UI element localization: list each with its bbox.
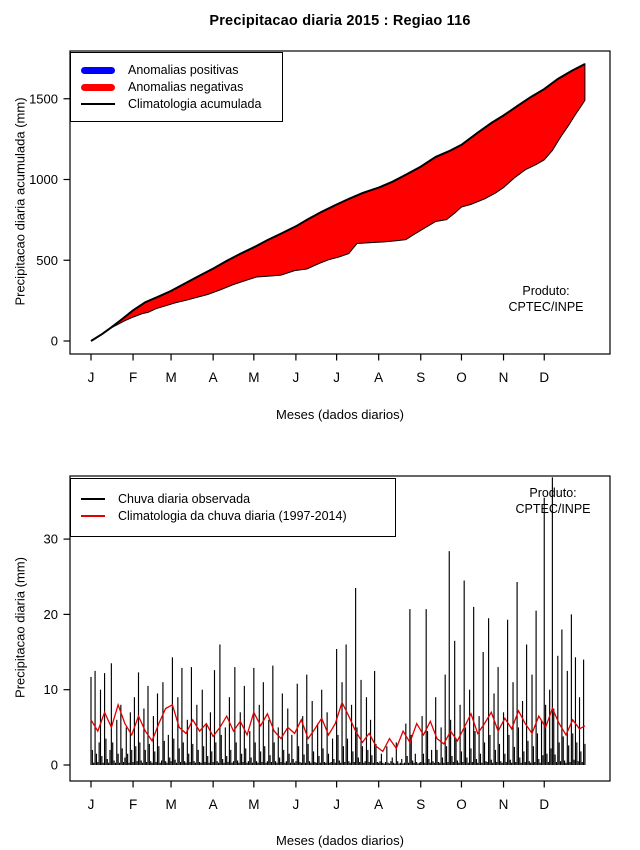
- product-note-line1: Produto:: [529, 486, 577, 500]
- legend-item-daily-climatology: [71, 508, 395, 525]
- y-tick-label: 30: [43, 531, 58, 547]
- y-axis-label-daily: Precipitacao diaria (mm): [12, 557, 28, 698]
- x-tick-label: O: [456, 370, 467, 385]
- x-tick-label: A: [208, 797, 218, 812]
- legend-item-negative-anomalies: [71, 79, 282, 96]
- product-note-bottom: [453, 485, 640, 517]
- legend-label: Climatologia acumulada: [128, 97, 262, 111]
- y-tick-label: 500: [36, 252, 58, 268]
- observed-rain-swatch-icon: [81, 498, 105, 500]
- product-note-top: [446, 283, 640, 315]
- x-tick-label: A: [374, 370, 384, 385]
- legend-item-positive-anomalies: [71, 62, 282, 79]
- x-tick-label: D: [539, 797, 550, 812]
- x-tick-label: J: [333, 797, 340, 812]
- x-tick-label: J: [87, 797, 95, 812]
- climatology-line-swatch-icon: [81, 103, 115, 105]
- product-note-line2: CPTEC/INPE: [508, 300, 584, 314]
- legend-accumulated-chart: [70, 52, 283, 122]
- negative-anomaly-swatch-icon: [81, 84, 115, 91]
- x-tick-label: J: [87, 370, 95, 385]
- x-tick-label: N: [498, 370, 509, 385]
- legend-label: Climatologia da chuva diaria (1997-2014): [118, 509, 347, 523]
- x-tick-label: S: [416, 797, 426, 812]
- y-tick-label: 1000: [29, 172, 58, 187]
- legend-label: Anomalias negativas: [128, 80, 244, 94]
- legend-item-observed-rain: [71, 491, 395, 508]
- x-axis-label-top: Meses (dados diarios): [276, 407, 404, 422]
- x-tick-label: F: [128, 370, 138, 385]
- y-tick-label: 10: [43, 682, 58, 698]
- y-tick-label: 0: [50, 757, 58, 773]
- page-title: Precipitacao diaria 2015 : Regiao 116: [209, 13, 471, 29]
- legend-label: Anomalias positivas: [128, 63, 239, 77]
- x-tick-label: S: [416, 370, 426, 385]
- positive-anomaly-swatch-icon: [81, 67, 115, 74]
- y-axis-label-accumulated: Precipitacao diaria acumulada (mm): [12, 97, 28, 306]
- legend-item-climatology: [71, 96, 282, 113]
- x-tick-label: O: [456, 797, 467, 812]
- y-tick-label: 0: [50, 333, 58, 349]
- x-tick-label: D: [539, 370, 550, 385]
- x-tick-label: M: [248, 370, 260, 385]
- x-tick-label: A: [374, 797, 384, 812]
- x-axis-label-bottom: Meses (dados diarios): [276, 833, 404, 848]
- daily-climatology-swatch-icon: [81, 515, 105, 517]
- x-tick-label: J: [292, 797, 300, 812]
- x-tick-label: M: [165, 797, 177, 812]
- legend-label: Chuva diaria observada: [118, 492, 251, 506]
- product-note-line1: Produto:: [522, 284, 570, 298]
- x-tick-label: M: [165, 370, 177, 385]
- x-tick-label: F: [128, 797, 138, 812]
- product-note-line2: CPTEC/INPE: [515, 502, 591, 516]
- x-tick-label: J: [292, 370, 300, 385]
- x-tick-label: J: [333, 370, 340, 385]
- y-tick-label: 1500: [29, 91, 58, 107]
- x-tick-label: A: [208, 370, 218, 385]
- x-tick-label: M: [248, 797, 260, 812]
- y-tick-label: 20: [43, 606, 58, 622]
- legend-daily-chart: [70, 478, 396, 537]
- x-tick-label: N: [498, 797, 509, 812]
